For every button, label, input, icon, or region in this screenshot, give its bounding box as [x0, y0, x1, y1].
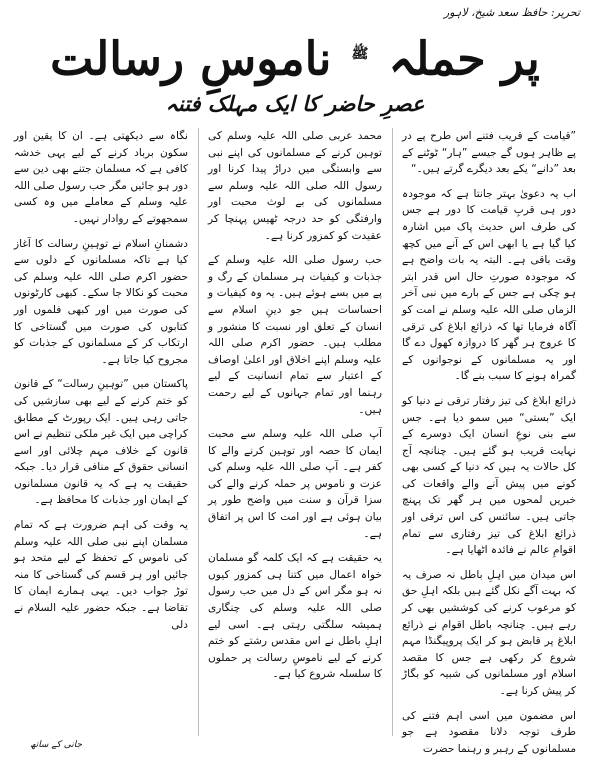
paragraph: آپ صلی اللہ علیہ وسلم سے محبت ایمان کا حصہ اور توہین کرنے والے کا کفر ہے۔ آپ صلی اللہ علیہ وسلم کی عزت و ناموس پر حملہ کرنے والے کی سزا قرآن و سنت میں واضح طور پر بیان ہوئی ہے اور امت کا اس پر اتفاق ہے۔ [208, 428, 382, 540]
paragraph: حب رسول صلی اللہ علیہ وسلم کے جذبات و کیفیات ہر مسلمان کے رگ و پے میں بسے ہوئے ہیں۔ یہ وہ کیفیات و احساسات ہیں جو دینِ اسلام سے انسان کے تعلق اور نسبت کا منشور و مطلب ہیں۔ حضور اکرم صلی اللہ علیہ وسلم اپنے اخلاق اور اعلیٰ اوصاف کے اعتبار سے تمام انسانیت کے لیے رہنما اور تمام جہانوں کے لیے رحمت ہیں۔ [208, 254, 382, 416]
paragraph: ذرائع ابلاغ کی تیز رفتار ترقی نے دنیا کو ایک ”بستی“ میں سمو دیا ہے۔ جس سے بنی نوعِ انسان ایک دوسرے کے نہایت قریب ہو گئے ہیں۔ چنانچہ آج کل حالات یہ ہیں کہ دنیا کے کسی بھی کونے میں پیش آنے والے واقعات کی خبریں لمحوں میں ہر گھر تک پہنچ جاتی ہیں۔ سائنس کی اس ترقی اور ذرائع ابلاغ کی تیز رفتاری سے تمام اقوامِ عالم نے فائدہ اٹھایا ہے۔ [402, 394, 576, 557]
paragraph: یہ وقت کی اہم ضرورت ہے کہ تمام مسلمان اپنے نبی صلی اللہ علیہ وسلم کی ناموس کے تحفظ کے لیے متحد ہو جائیں اور ہر قسم کی گستاخی کا منہ توڑ جواب دیں۔ یہی ہمارے ایمان کا تقاضا ہے۔ جبکہ حضور علیہ السلام نے دلی [14, 519, 188, 631]
main-title [0, 24, 590, 88]
column-middle [208, 128, 382, 736]
column-divider [392, 128, 393, 736]
column-left [14, 128, 188, 736]
byline: تحریر: حافظ سعد شیخ، لاہور [443, 6, 580, 19]
title-text: ناموسِ رسالت [50, 31, 332, 86]
paragraph: یہ حقیقت ہے کہ ایک کلمہ گو مسلمان خواہ اعمال میں کتنا ہی کمزور کیوں نہ ہو مگر اس کے دل میں حب رسول صلی اللہ علیہ وسلم کی چنگاری ہمیشہ سلگتی رہتی ہے۔ اسی لیے اہلِ باطل نے اس مقدس رشتے کو ختم کرنے کے لیے ناموسِ رسالت پر حملوں کا سلسلہ شروع کیا ہے۔ [208, 552, 382, 681]
paragraph: محمد عربی صلی اللہ علیہ وسلم کی توہین کرنے کے مسلمانوں کی اپنے نبی سے وابستگی میں دراڑ پیدا کرنا اور رسول اللہ صلی اللہ علیہ وسلم سے مسلمانوں کی بے لوث محبت اور وارفتگی کو حد درجہ ٹھیس پہنچا کر عقیدت کو کمزور کرنا ہے۔ [208, 130, 382, 242]
footer-signature: جانی کے ساتھ [30, 740, 83, 750]
column-right [402, 128, 576, 755]
paragraph: ”قیامت کے قریب فتنے اس طرح پے در پے ظاہر ہوں گے جیسے ”ہار“ ٹوٹنے کے بعد ”دانے“ یکے بعد دیگرے گرتے ہیں۔“ [402, 130, 576, 176]
subtitle: عصرِ حاضر کا ایک مہلک فتنہ [165, 92, 425, 116]
paragraph: اس مضمون میں اسی اہم فتنے کی طرف توجہ دلانا مقصود ہے جو مسلمانوں کے رہبر و رہنما حضرت [402, 709, 576, 755]
paragraph: اب یہ دعویٰ بہتر جانتا ہے کہ موجودہ دور ہی قربِ قیامت کا دور ہے جس کی طرف اس حدیث پاک میں اشارہ کیا گیا ہے یا ابھی اس کے آنے میں کچھ وقت باقی ہے۔ البتہ یہ بات واضح ہے کہ موجودہ صورتِ حال اس قدر ابتر ہو چکی ہے جس کے بارے میں نبی آخر الزماں صلی اللہ علیہ وسلم نے امت کو آگاہ فرمایا تھا کہ ذرائع ابلاغ کی ترقی کا عروج ہر گھر کا دروازہ کھول دے گا اور یہ مسلمانوں کے نوجوانوں کے گمراہ ہونے کا سبب بنے گا۔ [402, 187, 576, 383]
honorific-mark: ﷺ [351, 46, 369, 62]
paragraph: دشمنانِ اسلام نے توہینِ رسالت کا آغاز کیا ہے تاکہ مسلمانوں کے دلوں سے حضور اکرم صلی اللہ علیہ وسلم کی محبت کو نکالا جا سکے۔ کبھی کارٹونوں کی صورت میں اور کبھی فلموں اور کتابوں کی صورت میں گستاخی کا ارتکاب کر کے مسلمانوں کے جذبات کو مجروح کیا جاتا ہے۔ [14, 237, 188, 366]
paragraph: پاکستان میں ”توہینِ رسالت“ کے قانون کو ختم کرنے کے لیے بھی سازشیں کی جاتی رہی ہیں۔ ایک رپورٹ کے مطابق کراچی میں ایک غیر ملکی تنظیم نے اس قانون کے خلاف مہم چلائی اور اسے انسانی حقوق کے منافی قرار دیا۔ جبکہ حقیقت یہ ہے کہ یہ قانون مسلمانوں کے ایمان اور جذبات کا محافظ ہے۔ [14, 378, 188, 507]
paragraph: اس میدان میں اہلِ باطل نہ صرف یہ کہ بہت آگے نکل گئے ہیں بلکہ اہلِ حق کو مرعوب کرنے کی کوششیں بھی کر رہے ہیں۔ چنانچہ باطل اقوام نے ذرائع ابلاغ پر قابض ہو کر ایک پروپیگنڈا مہم شروع کر رکھی ہے جس کا مقصد اسلام اور مسلمانوں کی شبیہ کو بگاڑ کر پیش کرنا ہے۔ [402, 568, 576, 697]
paragraph: نگاہ سے دیکھتی ہے۔ ان کا یقین اور سکون برباد کرنے کے لیے یہی خدشہ کافی ہے کہ مسلمان جتنے بھی دین سے دور ہو جائیں مگر حب رسول صلی اللہ علیہ وسلم کے معاملے میں وہ کسی سمجھوتے کے روادار نہیں۔ [14, 130, 188, 225]
column-divider [198, 128, 199, 736]
title-suffix: پر حملہ [388, 31, 540, 86]
